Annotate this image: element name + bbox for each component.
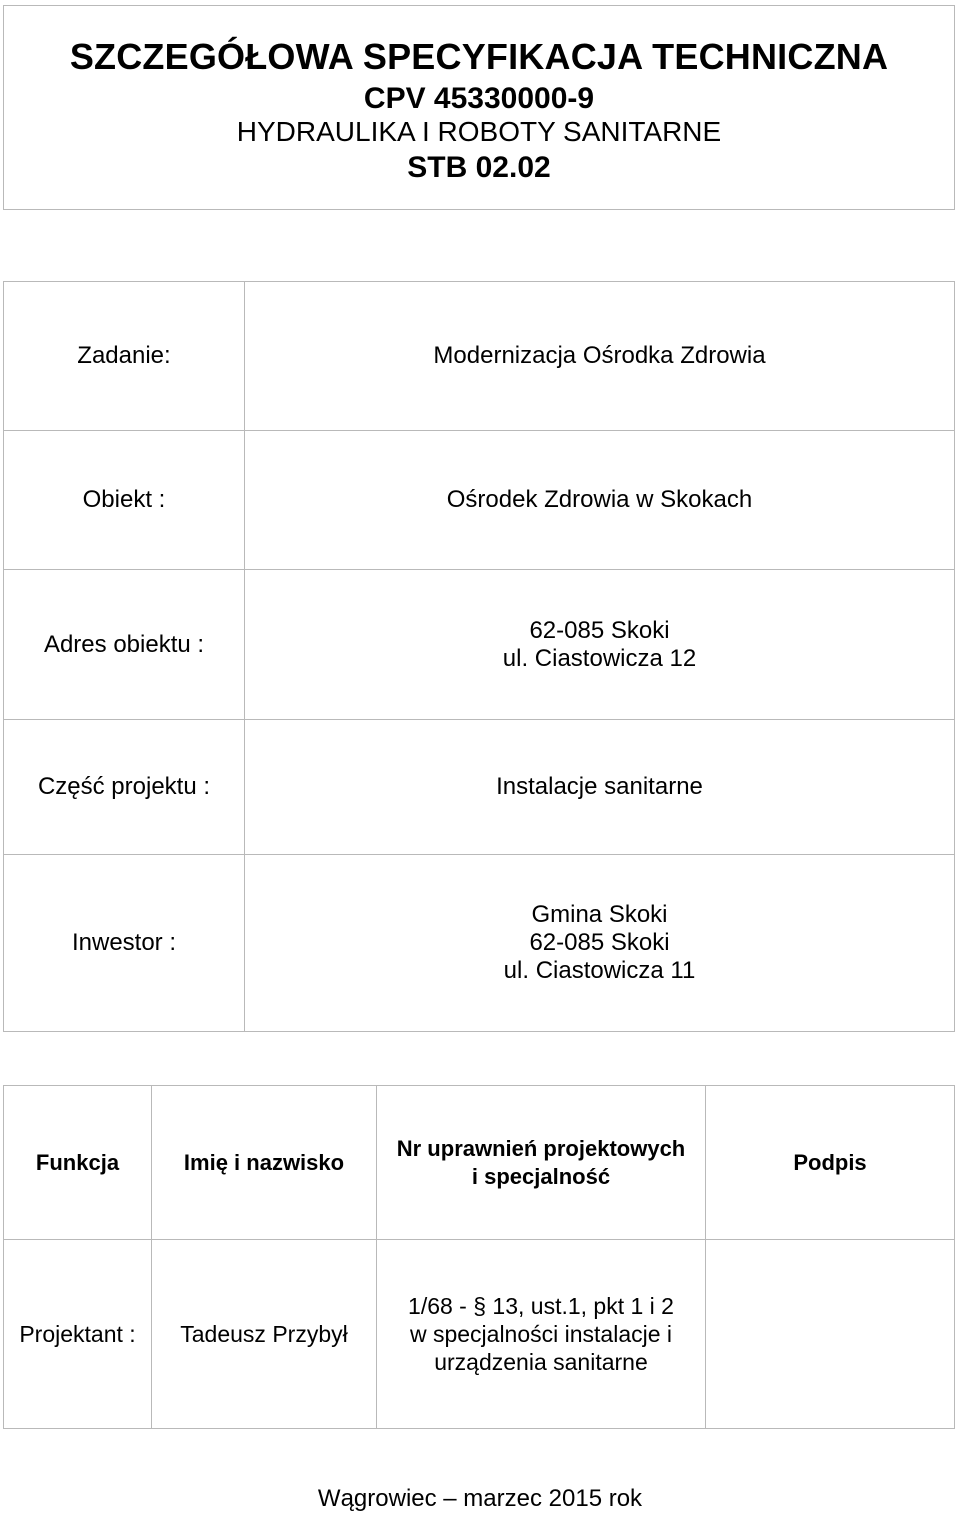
projektant-podpis [706,1240,955,1429]
czesc-value: Instalacje sanitarne [245,720,955,855]
nr-line-1: 1/68 - § 13, ust.1, pkt 1 i 2 [408,1293,674,1319]
inwestor-line-1: Gmina Skoki [531,901,668,928]
cpv-code: CPV 45330000-9 [363,82,595,115]
nr-line-2: w specjalności instalacje i [409,1321,673,1347]
nr-line-3: urządzenia sanitarne [434,1349,648,1375]
adres-value [245,570,955,720]
header-podpis: Podpis [706,1086,955,1240]
header-nr-uprawnien [377,1086,706,1240]
table-header-row [4,1086,955,1240]
table-row [4,855,955,1032]
project-info-table [3,281,955,1032]
zadanie-label: Zadanie: [4,282,245,431]
inwestor-line-2: 62-085 Skoki [529,929,670,956]
header-funkcja: Funkcja [4,1086,152,1240]
header-imie: Imię i nazwisko [152,1086,377,1240]
obiekt-value: Ośrodek Zdrowia w Skokach [245,431,955,570]
projektant-imie: Tadeusz Przybył [152,1240,377,1429]
zadanie-value: Modernizacja Ośrodka Zdrowia [245,282,955,431]
adres-line-2: ul. Ciastowicza 12 [502,644,697,672]
table-row [4,720,955,855]
projektant-funkcja: Projektant : [4,1240,152,1429]
obiekt-label: Obiekt : [4,431,245,570]
table-row [4,431,955,570]
inwestor-value [245,855,955,1032]
document-title: SZCZEGÓŁOWA SPECYFIKACJA TECHNICZNA [69,36,889,77]
czesc-label: Część projektu : [4,720,245,855]
spec-code: STB 02.02 [407,151,551,184]
adres-line-1: 62-085 Skoki [529,616,670,644]
title-block [3,5,955,210]
header-nr-line-2: i specjalność [471,1163,611,1189]
signature-table [3,1085,955,1429]
place-date: Wągrowiec – marzec 2015 rok [317,1485,643,1512]
table-row [4,1240,955,1429]
adres-label: Adres obiektu : [4,570,245,720]
table-row [4,570,955,720]
table-row [4,282,955,431]
header-nr-line-1: Nr uprawnień projektowych [396,1135,686,1161]
projektant-nr-uprawnien [377,1240,706,1429]
inwestor-label: Inwestor : [4,855,245,1032]
inwestor-line-3: ul. Ciastowicza 11 [503,957,696,984]
document-subtitle: HYDRAULIKA I ROBOTY SANITARNE [236,116,722,147]
